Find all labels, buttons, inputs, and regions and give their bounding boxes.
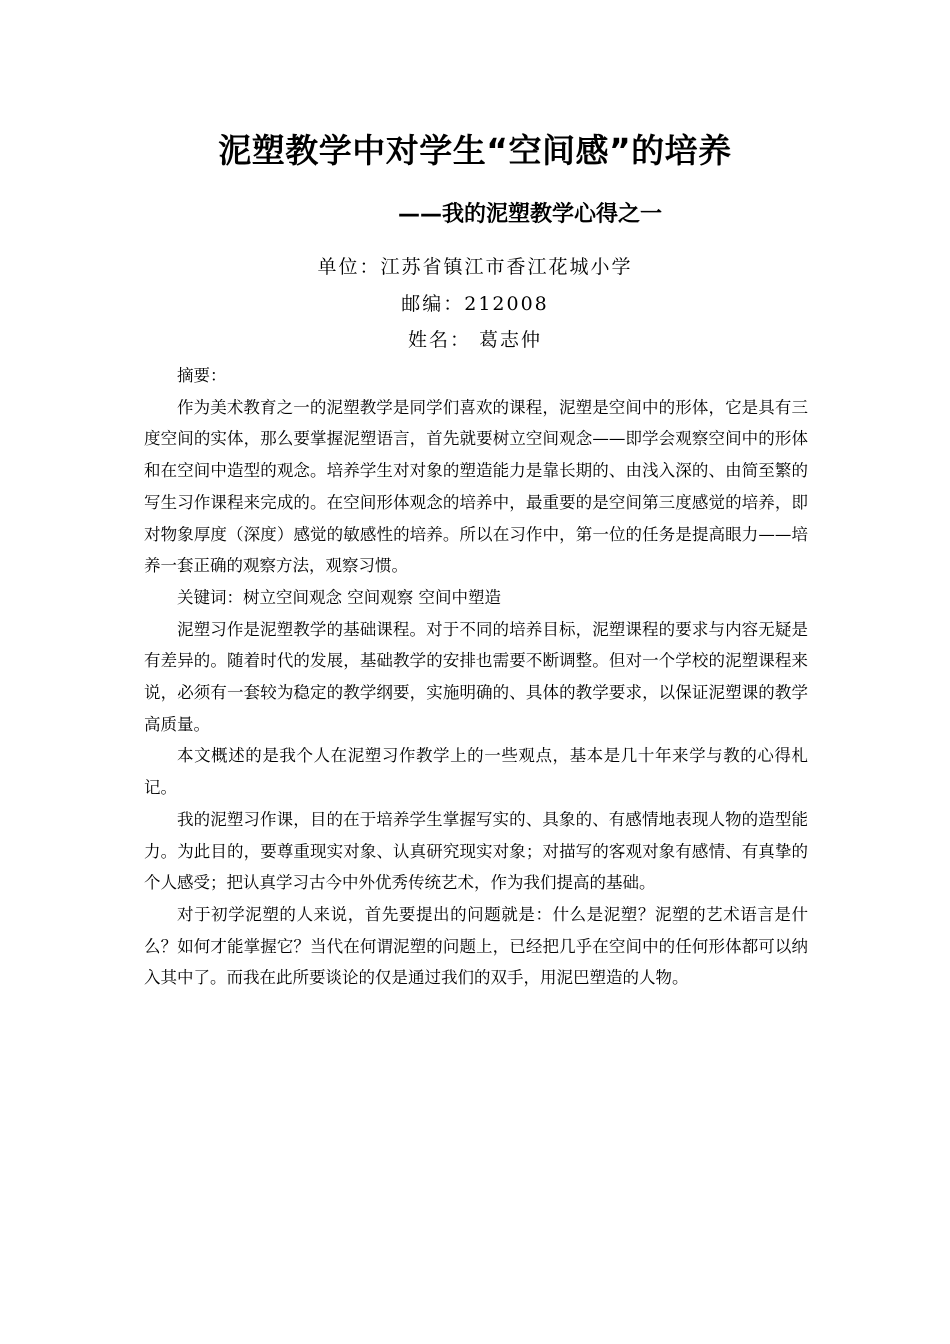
document-body — [144, 360, 808, 994]
body-paragraph: 本文概述的是我个人在泥塑习作教学上的一些观点，基本是几十年来学与教的心得札记。 — [144, 746, 808, 798]
author-zip-code: 邮编：212008 — [401, 293, 549, 315]
document-title: 泥塑教学中对学生“空间感”的培养 — [218, 131, 732, 170]
abstract-label: 摘要： — [177, 366, 227, 385]
abstract-paragraph: 作为美术教育之一的泥塑教学是同学们喜欢的课程，泥塑是空间中的形体，它是具有三度空间的实体，那么要掌握泥塑语言，首先就要树立空间观念——即学会观察空间中的形体和在空间中造型的观念。培养学生对对象的塑造能力是靠长期的、由浅入深的、由简至繁的写生习作课程来完成的。在空间形体观念的培养中，最重要的是空间第三度感觉的培养，即对物象厚度（深度）感觉的敏感性的培养。所以在习作中，第一位的任务是提高眼力——培养一套正确的观察方法，观察习惯。 — [144, 397, 808, 576]
body-paragraph: 对于初学泥塑的人来说，首先要提出的问题就是：什么是泥塑？泥塑的艺术语言是什么？如何才能掌握它？当代在何谓泥塑的问题上，已经把几乎在空间中的任何形体都可以纳入其中了。而我在此所要谈论的仅是通过我们的双手，用泥巴塑造的人物。 — [144, 904, 808, 988]
author-name: 姓名： 葛志仲 — [407, 329, 543, 351]
keywords-line: 关键词：树立空间观念 空间观察 空间中塑造 — [177, 587, 501, 607]
body-paragraph: 泥塑习作是泥塑教学的基础课程。对于不同的培养目标，泥塑课程的要求与内容无疑是有差异的。随着时代的发展，基础教学的安排也需要不断调整。但对一个学校的泥塑课程来说，必须有一套较为稳定的教学纲要，实施明确的、具体的教学要求，以保证泥塑课的教学高质量。 — [144, 619, 808, 734]
document-subtitle: ——我的泥塑教学心得之一 — [398, 202, 663, 227]
author-unit: 单位：江苏省镇江市香江花城小学 — [317, 256, 633, 278]
body-paragraph: 我的泥塑习作课，目的在于培养学生掌握写实的、具象的、有感情地表现人物的造型能力。为此目的，要尊重现实对象、认真研究现实对象；对描写的客观对象有感情、有真挚的个人感受；把认真学习古今中外优秀传统艺术，作为我们提高的基础。 — [144, 809, 808, 893]
